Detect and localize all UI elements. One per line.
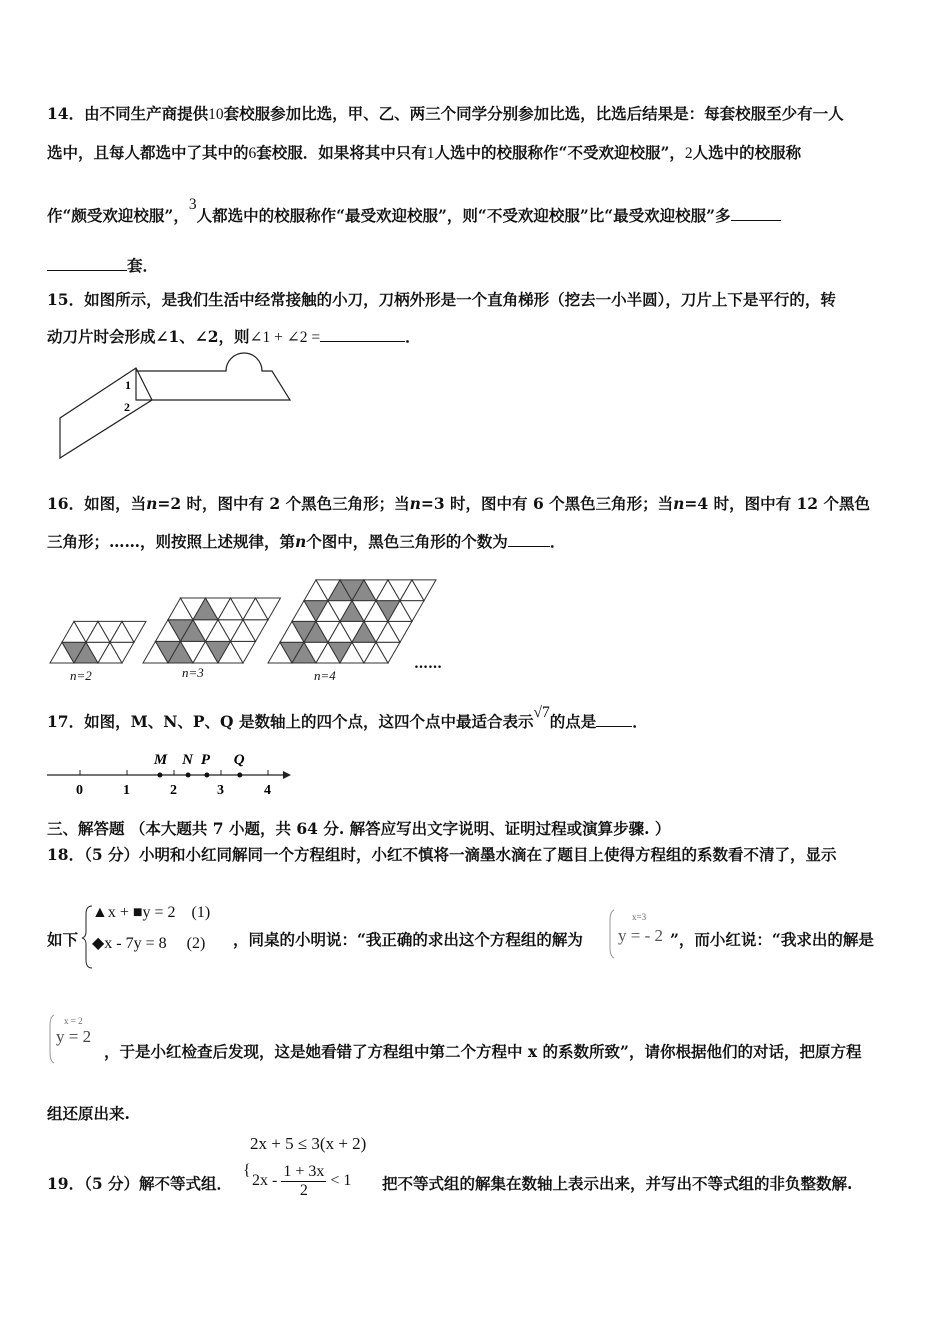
q14-line2: 选中，且每人都选中了其中的6套校服．如果将其中只有1人选中的校服称作“不受欢迎校服”，2人选中的校服称 [47,143,802,162]
solution1-y: y = - 2 [618,926,663,945]
solution1-x: x=3 [632,912,647,922]
q14-line4: 套． [47,254,158,276]
caption-n3: n=3 [182,665,204,680]
point-label-P: P [200,752,211,768]
q15-line2: 动刀片时会形成∠1、∠2，则∠1 + ∠2 = ． [47,327,421,346]
solution2-x: x = 2 [64,1016,83,1026]
q15-line1: 15．如图所示，是我们生活中经常接触的小刀，刀柄外形是一个直角梯形（挖去一小半圆），刀片上下是平行的，转 [47,290,836,309]
q16-line2: 三角形；……，则按照上述规律，第n个图中，黑色三角形的个数为 ． [47,532,566,551]
caption-n2: n=2 [70,668,92,683]
tick-label: 2 [170,783,177,798]
q18-mid: ，同桌的小明说：“我正确的求出这个方程组的解为 [233,930,583,949]
q16-line1: 16．如图，当n=2 时，图中有 2 个黑色三角形；当n=3 时，图中有 6 个黑色三角形；当n=4 时，图中有 12 个黑色 [47,494,870,513]
solution1-brace [610,910,614,958]
section-3-heading: 三、解答题 （本大题共 7 小题，共 64 分. 解答应写出文字说明、证明过程或演算步骤. ） [47,819,671,838]
q18-line4: 组还原出来. [47,1104,130,1123]
q18-line2: 如下 [47,930,79,949]
solution2-brace [50,1015,54,1063]
caption-n4: n=4 [314,668,336,683]
q17-line1: 17．如图，M、N、P、Q 是数轴上的四个点，这四个点中最适合表示√7的点是 ． [47,704,648,731]
q19-ineq2: 2x - $\frac{1 + 3x}{2}$ < 1 [252,1163,352,1199]
q19-tail: 把不等式组的解集在数轴上表示出来，并写出不等式组的非负整数解. [382,1174,853,1193]
point-label-M: M [153,752,168,768]
tick-label: 1 [123,783,130,798]
q18-eq1: ▲x + ■y = 2 (1) [92,904,211,921]
q18-line1: 18．（5 分）小明和小红同解同一个方程组时，小红不慎将一滴墨水滴在了题目上使得方程组的系数看不清了，显示 [47,845,837,864]
angle-label-2: 2 [124,400,130,414]
q19-brace: { [243,1162,251,1179]
tick-label: 4 [264,783,271,798]
q15-expression: ∠1 + ∠2 = [249,329,321,346]
q18-eq2: ◆x - 7y = 8 (2) [92,935,206,952]
q14-num-10: 10 [208,106,224,123]
q18-mid2: ”，而小红说：“我求出的解是 [670,930,874,949]
q19-ineq1: 2x + 5 ≤ 3(x + 2) [250,1134,367,1153]
q14-line1: 14．由不同生产商提供10套校服参加比选，甲、乙、两三个同学分别参加比选，比选后结果是：每套校服至少有一人 [47,104,844,123]
q14-line3: 作“颇受欢迎校服”，3人都选中的校服称作“最受欢迎校服”，则“不受欢迎校服”比“最受欢迎校服”多 [47,204,781,226]
angle-label-1: 1 [125,378,131,392]
q19-lead: 19．（5 分）解不等式组． [47,1174,233,1193]
point-label-N: N [182,752,193,768]
sqrt-seven: √7 [533,704,550,721]
tick-label: 3 [217,783,224,798]
q18-line3: ，于是小红检查后发现，这是她看错了方程组中第二个方程中 x 的系数所致”，请你根据他们的对话，把原方程 [104,1042,862,1061]
tick-label: 0 [76,783,83,798]
q19-fraction: $\frac{1 + 3x}{2}$ [283,1163,325,1199]
solution2-y: y = 2 [56,1027,92,1046]
pattern-ellipsis: …… [414,656,442,672]
point-label-Q: Q [233,752,245,768]
